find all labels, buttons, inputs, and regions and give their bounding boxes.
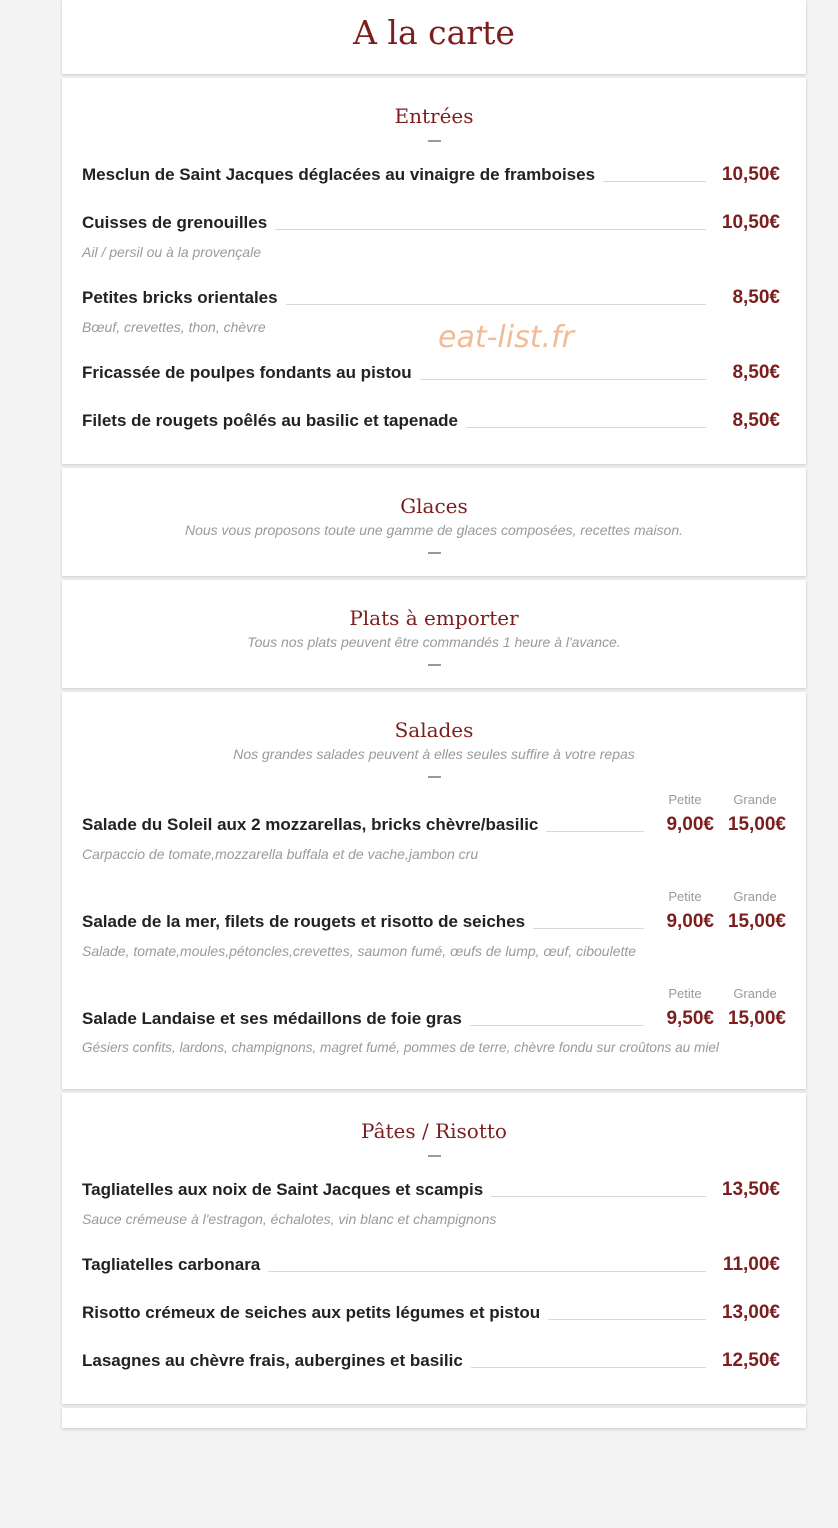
menu-item bbox=[82, 1179, 786, 1228]
price-petite: 9,00€ bbox=[666, 814, 714, 835]
item-price: 8,50€ bbox=[732, 287, 780, 308]
size-label-petite: Petite bbox=[668, 986, 702, 1001]
menu-item bbox=[82, 792, 786, 863]
item-name: Petites bricks orientales bbox=[82, 288, 278, 307]
item-name: Cuisses de grenouilles bbox=[82, 213, 268, 232]
menu-item bbox=[82, 1254, 786, 1276]
size-label-grande: Grande bbox=[733, 986, 777, 1001]
menu-item bbox=[82, 986, 786, 1057]
item-description: Carpaccio de tomate,mozzarella buffala et de vache,jambon cru bbox=[82, 846, 479, 862]
next-section-card bbox=[62, 1408, 806, 1428]
item-price: 13,00€ bbox=[721, 1302, 780, 1323]
section-title: Salades bbox=[394, 718, 474, 742]
item-price: 10,50€ bbox=[721, 212, 780, 233]
price-petite: 9,00€ bbox=[666, 911, 714, 932]
menu-item bbox=[82, 287, 786, 336]
item-name: Tagliatelles aux noix de Saint Jacques et scampis bbox=[82, 1180, 484, 1199]
size-label-petite: Petite bbox=[668, 792, 702, 807]
section-title: Pâtes / Risotto bbox=[361, 1119, 507, 1143]
dotted-leader bbox=[603, 181, 706, 182]
item-description: Ail / persil ou à la provençale bbox=[82, 244, 261, 260]
price-pair bbox=[656, 889, 786, 933]
item-price: 12,50€ bbox=[721, 1350, 780, 1371]
size-label-grande: Grande bbox=[733, 889, 777, 904]
menu-item bbox=[82, 410, 786, 432]
item-name: Filets de rougets poêlés au basilic et tapenade bbox=[82, 411, 459, 430]
section-subtitle: Nous vous proposons toute une gamme de glaces composées, recettes maison. bbox=[184, 522, 684, 538]
menu-item bbox=[82, 1302, 786, 1324]
section-glaces bbox=[62, 468, 806, 576]
dotted-leader bbox=[466, 427, 706, 428]
item-list bbox=[82, 792, 786, 1057]
item-list bbox=[82, 164, 786, 432]
item-name: Salade Landaise et ses médaillons de foie gras bbox=[82, 1009, 462, 1028]
menu-item bbox=[82, 1350, 786, 1372]
item-name: Lasagnes au chèvre frais, aubergines et basilic bbox=[82, 1351, 463, 1370]
item-name: Risotto crémeux de seiches aux petits légumes et pistou bbox=[82, 1303, 541, 1322]
menu-item bbox=[82, 889, 786, 960]
item-name: Mesclun de Saint Jacques déglacées au vinaigre de framboises bbox=[82, 165, 596, 184]
section-divider bbox=[428, 664, 441, 666]
menu-item bbox=[82, 164, 786, 186]
price-grande: 15,00€ bbox=[727, 1008, 786, 1029]
section-divider bbox=[428, 140, 441, 142]
item-price: 11,00€ bbox=[722, 1254, 780, 1275]
price-pair bbox=[656, 986, 786, 1030]
section-salades bbox=[62, 692, 806, 1089]
item-price: 8,50€ bbox=[732, 362, 780, 383]
section-title: Entrées bbox=[394, 104, 474, 128]
price-grande: 15,00€ bbox=[727, 814, 786, 835]
dotted-leader bbox=[286, 304, 706, 305]
item-name: Salade du Soleil aux 2 mozzarellas, bricks chèvre/basilic bbox=[82, 815, 539, 834]
price-grande: 15,00€ bbox=[727, 911, 786, 932]
item-price: 10,50€ bbox=[721, 164, 780, 185]
section-subtitle: Tous nos plats peuvent être commandés 1 heure à l'avance. bbox=[247, 634, 621, 650]
dotted-leader bbox=[491, 1196, 706, 1197]
item-name: Tagliatelles carbonara bbox=[82, 1255, 261, 1274]
title-card bbox=[62, 0, 806, 74]
size-label-petite: Petite bbox=[668, 889, 702, 904]
item-price: 8,50€ bbox=[732, 410, 780, 431]
dotted-leader bbox=[420, 379, 706, 380]
dotted-leader bbox=[533, 928, 644, 929]
section-divider bbox=[428, 1155, 441, 1157]
dotted-leader bbox=[546, 831, 644, 832]
item-description: Salade, tomate,moules,pétoncles,crevettes, saumon fumé, œufs de lump, œuf, ciboulette bbox=[82, 943, 637, 959]
dotted-leader bbox=[275, 229, 706, 230]
section-divider bbox=[428, 552, 441, 554]
item-name: Fricassée de poulpes fondants au pistou bbox=[82, 363, 412, 382]
section-divider bbox=[428, 776, 441, 778]
price-petite: 9,50€ bbox=[666, 1008, 714, 1029]
item-description: Sauce crémeuse à l'estragon, échalotes, vin blanc et champignons bbox=[82, 1211, 497, 1227]
item-description: Gésiers confits, lardons, champignons, magret fumé, pommes de terre, chèvre fondu sur croûtons au miel bbox=[82, 1040, 719, 1055]
watermark-logo: eat-list.fr bbox=[438, 320, 574, 355]
section-subtitle: Nos grandes salades peuvent à elles seules suffire à votre repas bbox=[233, 746, 635, 762]
item-price: 13,50€ bbox=[721, 1179, 780, 1200]
section-title: Plats à emporter bbox=[349, 606, 519, 630]
dotted-leader bbox=[470, 1025, 644, 1026]
section-title: Glaces bbox=[400, 494, 468, 518]
item-list bbox=[82, 1179, 786, 1372]
item-name: Salade de la mer, filets de rougets et risotto de seiches bbox=[82, 912, 526, 931]
section-entrees bbox=[62, 78, 806, 464]
menu-column bbox=[62, 0, 806, 1432]
item-description: Bœuf, crevettes, thon, chèvre bbox=[82, 319, 266, 335]
dotted-leader bbox=[471, 1367, 706, 1368]
dotted-leader bbox=[548, 1319, 706, 1320]
price-pair bbox=[656, 792, 786, 836]
section-pates-risotto bbox=[62, 1093, 806, 1404]
menu-item bbox=[82, 212, 786, 261]
menu-item bbox=[82, 362, 786, 384]
dotted-leader bbox=[268, 1271, 706, 1272]
size-label-grande: Grande bbox=[733, 792, 777, 807]
section-plats-a-emporter bbox=[62, 580, 806, 688]
page-title: A la carte bbox=[353, 13, 515, 52]
